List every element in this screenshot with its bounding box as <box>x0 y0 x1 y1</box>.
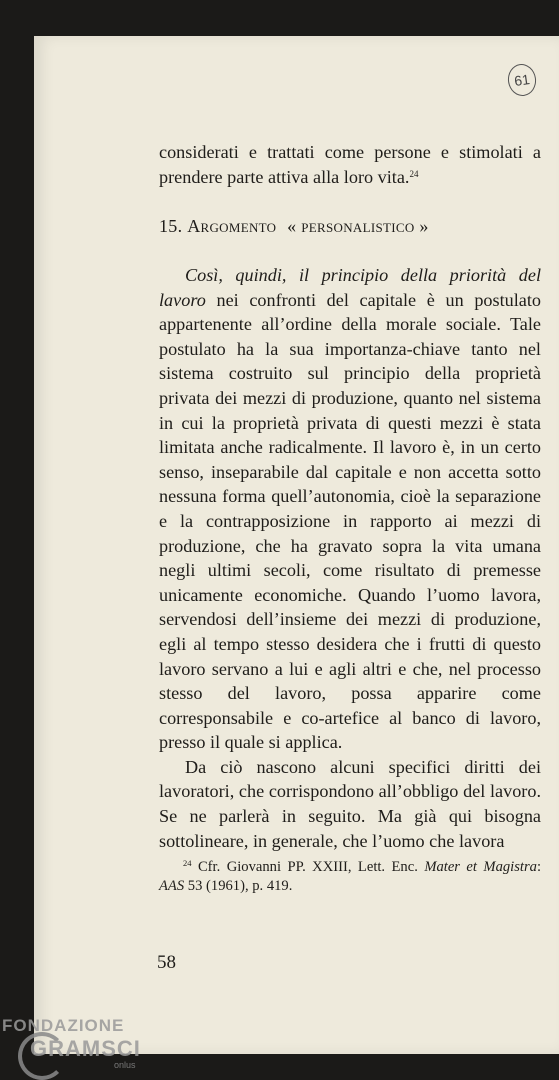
footnote-italic-1: Mater et Magistra <box>424 859 537 875</box>
top-text-block <box>159 140 541 189</box>
footnote-reference: 24 <box>409 168 419 179</box>
paragraph-1-italic: Così, quindi, il principio della priorità del lavoro <box>159 265 541 310</box>
footnote-text-1: Cfr. Giovanni PP. XXIII, Lett. Enc. <box>191 859 425 875</box>
paragraph-1 <box>159 263 541 755</box>
main-text-block <box>159 263 541 853</box>
paragraph-1-body: nei confronti del capitale è un postulato appartenente all’ordine della morale sociale. Tale postulato ha la sua importanza-chiave tanto nel sistema costruito sul principio della proprietà privata dei mezzi di produzione, quanto nel sistema in cui la proprietà privata di questi mezzi è stata limitata anche radicalmente. Il lavoro è, in un certo senso, inseparabile dal capitale e non accetta sotto nessuna forma quell’autonomia, cioè la separazione e la contrapposizione in rapporto ai mezzi di produzione, che ha gravato sopra la vita umana negli ultimi secoli, come risultato di premesse unicamente economiche. Quando l’uomo lavora, servendosi dell’insieme dei mezzi di produzione, egli al tempo stesso desidera che i frutti di questo lavoro servano a lui e agli altri e che, nel processo stesso del lavoro, possa apparire come corresponsabile e co-artefice al banco di lavoro, presso il quale si applica. <box>159 289 541 753</box>
watermark-small: onlus <box>114 1060 136 1070</box>
paragraph-2: Da ciò nascono alcuni specifici diritti dei lavoratori, che corrispondono all’obbligo del lavoro. Se ne parlerà in seguito. Ma già qui bisogna sottolineare, in generale, che l’uomo che lavora <box>159 756 541 851</box>
handwritten-page-annotation: 61 <box>506 62 538 98</box>
section-number: 15. <box>159 216 183 236</box>
footnote-text-2: : <box>536 859 541 875</box>
fondazione-gramsci-watermark <box>2 1016 152 1076</box>
section-heading <box>159 216 541 237</box>
top-line-2: prendere parte attiva alla loro vita.$^{24}$ <box>159 166 419 187</box>
section-word: Argomento <box>187 216 277 236</box>
page-number: 58 <box>157 952 176 973</box>
watermark-line-2: GRAMSCI <box>30 1036 141 1061</box>
top-line-1: considerati e trattati come persone e stimolati a <box>159 142 541 162</box>
footnote-mark: 24 <box>183 858 192 868</box>
watermark-line-1: FONDAZIONE <box>2 1016 125 1035</box>
section-quote: « personalistico » <box>287 216 429 236</box>
footnote <box>159 854 541 895</box>
footnote-text-3: 53 (1961), p. 419. <box>184 877 293 894</box>
footnote-italic-2: AAS <box>159 877 185 894</box>
